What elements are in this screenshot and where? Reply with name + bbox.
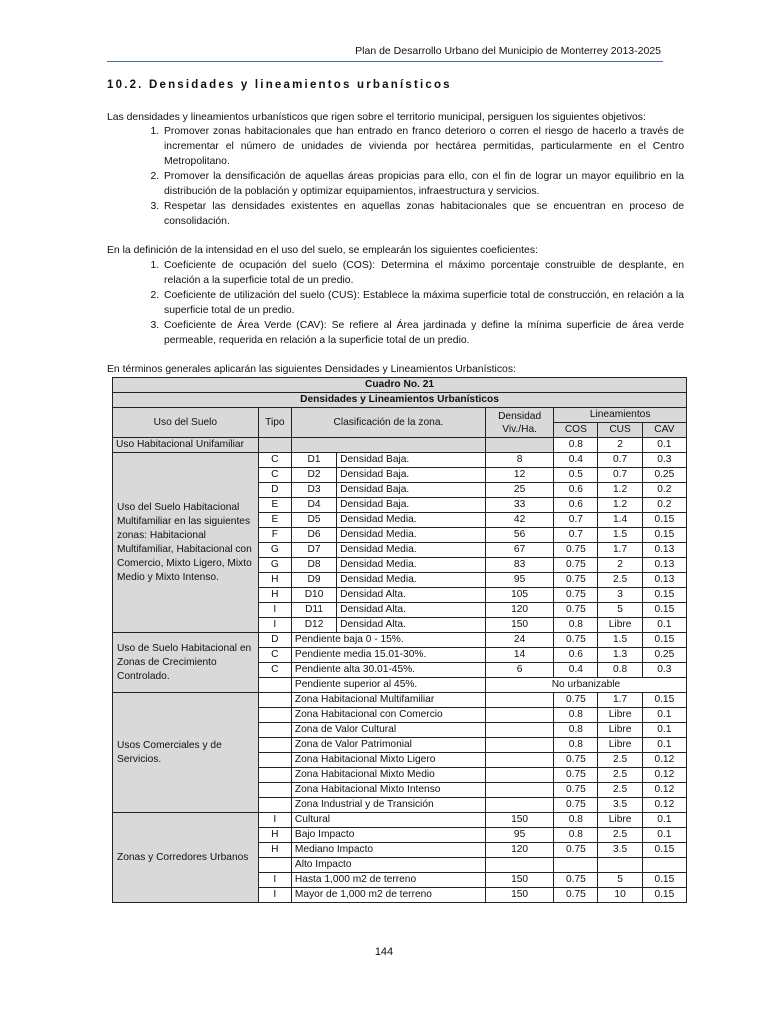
- cell-clase: Densidad Media.: [337, 513, 486, 528]
- densities-table: [112, 377, 687, 903]
- cell-cus: 2.5: [598, 753, 642, 768]
- header-uso: Uso del Suelo: [113, 408, 259, 438]
- cell-cav: 0.1: [642, 438, 686, 453]
- cell-cos: 0.6: [554, 648, 598, 663]
- cell-cav: 0.25: [642, 468, 686, 483]
- cell-clase: Pendiente media 15.01-30%.: [291, 648, 485, 663]
- cell-cus: 3.5: [598, 798, 642, 813]
- cell-cos: 0.7: [554, 513, 598, 528]
- cell-densidad: 24: [485, 633, 553, 648]
- cell-densidad: 83: [485, 558, 553, 573]
- cell-clase: Bajo Impacto: [291, 828, 485, 843]
- cell-clase: Densidad Media.: [337, 528, 486, 543]
- cell-cos: 0.75: [554, 543, 598, 558]
- cell-cav: 0.15: [642, 843, 686, 858]
- cell-code: D7: [291, 543, 336, 558]
- cell-cav: 0.13: [642, 543, 686, 558]
- table-intro: En términos generales aplicarán las siguientes Densidades y Lineamientos Urbanísticos:: [107, 364, 516, 375]
- cell-cus: 3.5: [598, 843, 642, 858]
- cell-cos: 0.75: [554, 588, 598, 603]
- cell-densidad: 150: [485, 873, 553, 888]
- cell-cav: 0.15: [642, 588, 686, 603]
- cell-cav: 0.2: [642, 498, 686, 513]
- cell-cus: 1.4: [598, 513, 642, 528]
- cell-densidad: 150: [485, 888, 553, 903]
- cell-tipo: C: [258, 468, 291, 483]
- cell-cav: 0.2: [642, 483, 686, 498]
- cell-tipo: C: [258, 453, 291, 468]
- cell-cav: 0.15: [642, 603, 686, 618]
- cell-cus: Libre: [598, 813, 642, 828]
- table-row: [113, 633, 687, 648]
- page-header: [107, 43, 663, 62]
- cell-clase: Pendiente baja 0 - 15%.: [291, 633, 485, 648]
- cell-tipo: [258, 858, 291, 873]
- cell-cos: 0.75: [554, 633, 598, 648]
- cell-cav: 0.1: [642, 708, 686, 723]
- cell-cav: 0.15: [642, 528, 686, 543]
- cell-cos: 0.5: [554, 468, 598, 483]
- cell-clase: Cultural: [291, 813, 485, 828]
- cell-code: D5: [291, 513, 336, 528]
- cell-cus: 1.2: [598, 498, 642, 513]
- cell-densidad: 12: [485, 468, 553, 483]
- cell-cus: 1.5: [598, 528, 642, 543]
- cell-tipo: I: [258, 813, 291, 828]
- cell-tipo: I: [258, 618, 291, 633]
- cell-cos: 0.8: [554, 438, 598, 453]
- cell-code: D2: [291, 468, 336, 483]
- cell-cav: 0.1: [642, 618, 686, 633]
- cell-densidad: 120: [485, 603, 553, 618]
- cell-densidad: 6: [485, 663, 553, 678]
- coefficients-list: [140, 258, 684, 348]
- cell-cav: 0.13: [642, 558, 686, 573]
- cell-cos: [554, 858, 598, 873]
- cell-cus: 1.2: [598, 483, 642, 498]
- header-cos: COS: [554, 423, 598, 438]
- cell-cos: 0.6: [554, 483, 598, 498]
- cell-densidad: [485, 738, 553, 753]
- cell-tipo: E: [258, 498, 291, 513]
- cell-code: D4: [291, 498, 336, 513]
- cell-densidad: [485, 798, 553, 813]
- cell-cav: 0.3: [642, 453, 686, 468]
- cell-clase: Zona Habitacional Mixto Medio: [291, 768, 485, 783]
- cell-clase: Densidad Baja.: [337, 468, 486, 483]
- cell-code: D1: [291, 453, 336, 468]
- cell-tipo: [258, 723, 291, 738]
- cell-cos: 0.8: [554, 813, 598, 828]
- cell-clase: Zona Industrial y de Transición: [291, 798, 485, 813]
- cell-cav: 0.15: [642, 693, 686, 708]
- cell-tipo: D: [258, 633, 291, 648]
- cell-clase: Densidad Baja.: [337, 453, 486, 468]
- cell-tipo: [258, 753, 291, 768]
- cell-cus: 1.3: [598, 648, 642, 663]
- cell-tipo: [258, 708, 291, 723]
- cell-tipo: C: [258, 663, 291, 678]
- cell-cus: 2: [598, 438, 642, 453]
- cell-cus: 10: [598, 888, 642, 903]
- cell-tipo: I: [258, 873, 291, 888]
- cell-tipo: G: [258, 558, 291, 573]
- cell-cus: 0.7: [598, 468, 642, 483]
- coefficient-item: 2. Coeficiente de utilización del suelo (CUS): Establece la máxima superficie total de construcción, en relación a la superficie total de un predio.: [162, 288, 684, 318]
- cell-clase: Hasta 1,000 m2 de terreno: [291, 873, 485, 888]
- cell-clase: Zona de Valor Patrimonial: [291, 738, 485, 753]
- uso-unifamiliar: Uso Habitacional Unifamiliar: [113, 438, 259, 453]
- cell-cus: 5: [598, 873, 642, 888]
- cell-no-urbanizable: No urbanizable: [485, 678, 686, 693]
- cell-cav: 0.1: [642, 813, 686, 828]
- cell-cus: 2.5: [598, 768, 642, 783]
- cell-tipo: [258, 768, 291, 783]
- cell-cav: 0.12: [642, 783, 686, 798]
- cell-cav: 0.15: [642, 888, 686, 903]
- cell-cav: 0.15: [642, 513, 686, 528]
- cell-clase: Mediano Impacto: [291, 843, 485, 858]
- cell-cus: 0.7: [598, 453, 642, 468]
- cell-densidad: 8: [485, 453, 553, 468]
- cell-tipo: C: [258, 648, 291, 663]
- cell-clase: Pendiente superior al 45%.: [291, 678, 485, 693]
- cell-clase: Densidad Alta.: [337, 618, 486, 633]
- cell-clase: Densidad Media.: [337, 573, 486, 588]
- table-row: [113, 813, 687, 828]
- cell-densidad: [485, 708, 553, 723]
- page-number: 144: [374, 946, 394, 958]
- cell-code: D11: [291, 603, 336, 618]
- cell-clase: Pendiente alta 30.01-45%.: [291, 663, 485, 678]
- header-lineamientos: Lineamientos: [554, 408, 687, 423]
- table-row: [113, 453, 687, 468]
- cell-cus: 3: [598, 588, 642, 603]
- cell-cos: 0.75: [554, 798, 598, 813]
- cell-cos: 0.75: [554, 873, 598, 888]
- cell-cus: [598, 858, 642, 873]
- cell-cus: 2.5: [598, 783, 642, 798]
- cell-cus: Libre: [598, 738, 642, 753]
- cell-tipo: H: [258, 588, 291, 603]
- header-clasificacion: Clasificación de la zona.: [291, 408, 485, 438]
- cell-clase: Mayor de 1,000 m2 de terreno: [291, 888, 485, 903]
- cell-cav: 0.12: [642, 798, 686, 813]
- cell-densidad: 56: [485, 528, 553, 543]
- cell-densidad: [485, 753, 553, 768]
- cell-clase: Densidad Baja.: [337, 498, 486, 513]
- uso-crecimiento: Uso de Suelo Habitacional en Zonas de Crecimiento Controlado.: [113, 633, 259, 693]
- cell-cos: 0.8: [554, 708, 598, 723]
- uso-multifamiliar: Uso del Suelo Habitacional Multifamiliar en las siguientes zonas: Habitacional Multifamiliar, Habitacional con Comercio, Mixto Ligero, Mixto Medio y Mixto Intenso.: [113, 453, 259, 633]
- header-densidad: Densidad Viv./Ha.: [485, 408, 553, 438]
- cell-cos: 0.4: [554, 453, 598, 468]
- cell-densidad: 95: [485, 828, 553, 843]
- cell-densidad: 33: [485, 498, 553, 513]
- cell-cos: 0.7: [554, 528, 598, 543]
- coefficient-item: 1. Coeficiente de ocupación del suelo (COS): Determina el máximo porcentaje construible de desplante, en relación a la superficie total de un predio.: [162, 258, 684, 288]
- cell-cav: [642, 858, 686, 873]
- cell-cos: 0.75: [554, 603, 598, 618]
- cell-cos: 0.8: [554, 723, 598, 738]
- cell-cos: 0.8: [554, 738, 598, 753]
- cell-clase: Zona Habitacional Multifamiliar: [291, 693, 485, 708]
- cell-densidad: [485, 693, 553, 708]
- cell-clase: Densidad Alta.: [337, 588, 486, 603]
- header-title: Plan de Desarrollo Urbano del Municipio de Monterrey 2013-2025: [355, 45, 661, 57]
- cell-code: D9: [291, 573, 336, 588]
- cell-densidad: 42: [485, 513, 553, 528]
- cell-densidad: 120: [485, 843, 553, 858]
- cell-tipo: D: [258, 483, 291, 498]
- cell-cos: 0.6: [554, 498, 598, 513]
- cell-cos: 0.75: [554, 783, 598, 798]
- cell-code: D3: [291, 483, 336, 498]
- cell-cav: 0.13: [642, 573, 686, 588]
- cell-cos: 0.8: [554, 618, 598, 633]
- cell-tipo: I: [258, 888, 291, 903]
- cell-cos: 0.75: [554, 843, 598, 858]
- cell-clase: Alto Impacto: [291, 858, 485, 873]
- objective-item: 3. Respetar las densidades existentes en aquellas zonas habitacionales que se encuentran en proceso de consolidación.: [162, 199, 684, 229]
- cell-code: D12: [291, 618, 336, 633]
- cell-code: D10: [291, 588, 336, 603]
- cell-tipo: H: [258, 573, 291, 588]
- cell-clase: Zona Habitacional Mixto Ligero: [291, 753, 485, 768]
- objective-item: 1. Promover zonas habitacionales que han entrado en franco deterioro o corren el riesgo de hacerlo a través de incrementar el número de unidades de vivienda por hectárea permitidas, particularmente en el Centro Metropolitano.: [162, 124, 684, 169]
- cell-densidad: [485, 723, 553, 738]
- cell-tipo: [258, 798, 291, 813]
- cell-densidad: 67: [485, 543, 553, 558]
- uso-corredores: Zonas y Corredores Urbanos: [113, 813, 259, 903]
- cell-densidad: 150: [485, 813, 553, 828]
- objective-item: 2. Promover la densificación de aquellas áreas propicias para ello, con el fin de lograr un mayor equilibrio en la distribución de la población y optimizar equipamientos, infraestructura y servicios.: [162, 169, 684, 199]
- cell-densidad: [485, 768, 553, 783]
- cell-cav: 0.15: [642, 633, 686, 648]
- cell-cav: 0.12: [642, 768, 686, 783]
- cell-cav: 0.1: [642, 738, 686, 753]
- cell-densidad: [485, 858, 553, 873]
- cell-tipo: G: [258, 543, 291, 558]
- cell-cos: 0.75: [554, 753, 598, 768]
- table-row: [113, 693, 687, 708]
- cell-tipo: E: [258, 513, 291, 528]
- objectives-list: [140, 124, 684, 229]
- cell-densidad: 150: [485, 618, 553, 633]
- cell-clase: Zona Habitacional Mixto Intenso: [291, 783, 485, 798]
- cell-clase: Zona Habitacional con Comercio: [291, 708, 485, 723]
- cell-clase: Densidad Media.: [337, 543, 486, 558]
- section-title: 10.2. Densidades y lineamientos urbanísticos: [107, 79, 452, 91]
- cell-cus: Libre: [598, 723, 642, 738]
- cell-cos: 0.75: [554, 888, 598, 903]
- cell-code: D6: [291, 528, 336, 543]
- cell-code: D8: [291, 558, 336, 573]
- cell-cus: 1.7: [598, 693, 642, 708]
- table-title: Cuadro No. 21: [113, 378, 687, 393]
- intro-paragraph: Las densidades y lineamientos urbanísticos que rigen sobre el territorio municipal, persiguen los siguientes objetivos:: [107, 112, 646, 123]
- cell-cus: 2.5: [598, 573, 642, 588]
- cell-cos: 0.75: [554, 768, 598, 783]
- table-subtitle: Densidades y Lineamientos Urbanísticos: [113, 393, 687, 408]
- cell-cus: Libre: [598, 708, 642, 723]
- header-cus: CUS: [598, 423, 642, 438]
- cell-cav: 0.25: [642, 648, 686, 663]
- cell-cav: 0.15: [642, 873, 686, 888]
- cell-cav: 0.1: [642, 828, 686, 843]
- cell-cav: 0.1: [642, 723, 686, 738]
- cell-cus: 2.5: [598, 828, 642, 843]
- cell-densidad: 105: [485, 588, 553, 603]
- header-tipo: Tipo: [258, 408, 291, 438]
- cell-cos: 0.75: [554, 693, 598, 708]
- cell-cus: 5: [598, 603, 642, 618]
- cell-tipo: F: [258, 528, 291, 543]
- cell-clase: Densidad Alta.: [337, 603, 486, 618]
- cell-cav: 0.3: [642, 663, 686, 678]
- cell-clase: Densidad Baja.: [337, 483, 486, 498]
- cell-cus: Libre: [598, 618, 642, 633]
- cell-cus: 0.8: [598, 663, 642, 678]
- cell-tipo: H: [258, 828, 291, 843]
- cell-cos: 0.4: [554, 663, 598, 678]
- uso-comerciales: Usos Comerciales y de Servicios.: [113, 693, 259, 813]
- cell-clase: Zona de Valor Cultural: [291, 723, 485, 738]
- cell-densidad: [485, 783, 553, 798]
- cell-densidad: 95: [485, 573, 553, 588]
- cell-cus: 1.5: [598, 633, 642, 648]
- cell-densidad: 14: [485, 648, 553, 663]
- cell-tipo: [258, 783, 291, 798]
- cell-cus: 2: [598, 558, 642, 573]
- cell-clase: Densidad Media.: [337, 558, 486, 573]
- cell-cus: 1.7: [598, 543, 642, 558]
- cell-densidad: 25: [485, 483, 553, 498]
- cell-tipo: [258, 678, 291, 693]
- cell-tipo: [258, 738, 291, 753]
- cell-tipo: [258, 693, 291, 708]
- cell-tipo: I: [258, 603, 291, 618]
- cell-cos: 0.75: [554, 573, 598, 588]
- coefficients-intro: En la definición de la intensidad en el uso del suelo, se emplearán los siguientes coeficientes:: [107, 245, 538, 256]
- cell-cos: 0.8: [554, 828, 598, 843]
- coefficient-item: 3. Coeficiente de Área Verde (CAV): Se refiere al Área jardinada y define la mínima superficie de área verde permeable, requerida en relación a la superficie total de un predio.: [162, 318, 684, 348]
- header-cav: CAV: [642, 423, 686, 438]
- cell-cav: 0.12: [642, 753, 686, 768]
- cell-cos: 0.75: [554, 558, 598, 573]
- cell-tipo: H: [258, 843, 291, 858]
